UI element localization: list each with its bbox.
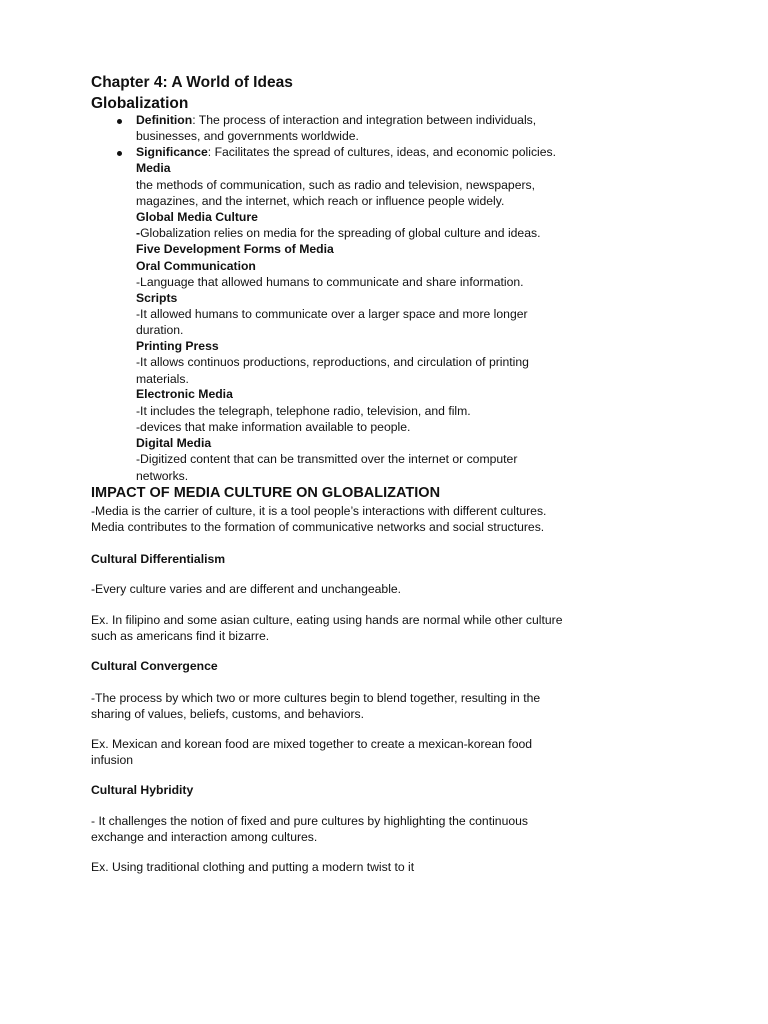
section-example: infusion — [91, 753, 134, 767]
form-heading-digital-media: Digital Media — [136, 436, 212, 450]
section-example: Ex. Using traditional clothing and putting a modern twist to it — [91, 860, 415, 874]
form-desc: -Language that allowed humans to communicate and share information. — [136, 275, 524, 289]
definition-term: Definition — [136, 113, 193, 127]
section-heading-hybridity: Cultural Hybridity — [91, 783, 194, 797]
section-example: Ex. Mexican and korean food are mixed together to create a mexican-korean food — [91, 737, 533, 751]
definition-text: : The process of interaction and integration between individuals, — [192, 113, 537, 127]
significance-term: Significance — [136, 145, 208, 159]
section-example: such as americans find it bizarre. — [91, 629, 270, 643]
global-media-culture-heading: Global Media Culture — [136, 210, 258, 224]
globalization-heading: Globalization — [91, 95, 189, 112]
bullet-icon — [117, 151, 122, 156]
form-desc: networks. — [136, 469, 189, 483]
impact-intro-line: Media contributes to the formation of communicative networks and social structures. — [91, 520, 545, 534]
form-heading-electronic-media: Electronic Media — [136, 387, 233, 401]
section-desc: sharing of values, beliefs, customs, and behaviors. — [91, 707, 365, 721]
section-example: Ex. In filipino and some asian culture, eating using hands are normal while other culture — [91, 613, 563, 627]
media-def-line: magazines, and the internet, which reach or influence people widely. — [136, 194, 505, 208]
section-desc: exchange and interaction among cultures. — [91, 830, 318, 844]
form-desc: materials. — [136, 372, 189, 386]
bullet-icon — [117, 119, 122, 124]
dash: - — [136, 226, 141, 240]
form-heading-scripts: Scripts — [136, 291, 178, 305]
form-desc: -devices that make information available to people. — [136, 420, 411, 434]
section-desc: -The process by which two or more cultures begin to blend together, resulting in the — [91, 691, 541, 705]
form-heading-oral: Oral Communication — [136, 259, 256, 273]
section-desc: - It challenges the notion of fixed and pure cultures by highlighting the continuous — [91, 814, 529, 828]
definition-line — [136, 113, 536, 127]
definition-text-cont: businesses, and governments worldwide. — [136, 129, 359, 143]
section-desc: -Every culture varies and are different and unchangeable. — [91, 582, 402, 596]
form-desc: duration. — [136, 323, 184, 337]
impact-heading: IMPACT OF MEDIA CULTURE ON GLOBALIZATION — [91, 485, 441, 501]
significance-line — [136, 145, 556, 159]
form-desc: -Digitized content that can be transmitted over the internet or computer — [136, 452, 518, 466]
form-heading-printing-press: Printing Press — [136, 339, 219, 353]
section-heading-convergence: Cultural Convergence — [91, 659, 218, 673]
media-heading: Media — [136, 161, 171, 175]
form-desc: -It allowed humans to communicate over a larger space and more longer — [136, 307, 528, 321]
section-heading-differentialism: Cultural Differentialism — [91, 552, 226, 566]
global-media-culture-desc: Globalization relies on media for the spreading of global culture and ideas. — [140, 226, 541, 240]
page-title: Chapter 4: A World of Ideas — [91, 74, 293, 91]
impact-intro-line: -Media is the carrier of culture, it is a tool people’s interactions with different cultures. — [91, 504, 547, 518]
form-desc: -It allows continuos productions, reproductions, and circulation of printing — [136, 355, 529, 369]
media-def-line: the methods of communication, such as radio and television, newspapers, — [136, 178, 536, 192]
global-media-culture-text — [136, 226, 540, 240]
significance-text: : Facilitates the spread of cultures, ideas, and economic policies. — [207, 145, 556, 159]
form-desc: -It includes the telegraph, telephone radio, television, and film. — [136, 404, 471, 418]
five-forms-heading: Five Development Forms of Media — [136, 242, 334, 256]
